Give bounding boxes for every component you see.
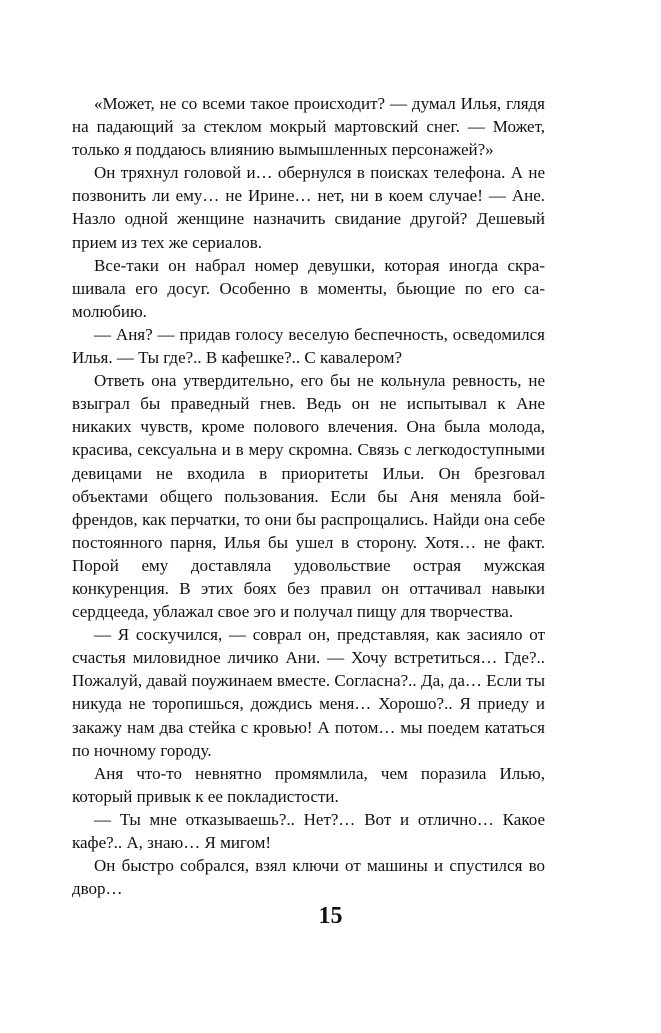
paragraph: — Я соскучился, — соврал он, представляя, как засияло от счастья миловидное личико Ани. — Хочу встретиться… Где?.. Пожалуй, давай поужинаем вместе. Согласна?.. Да, да… Если ты никуда не торопишься, дождись меня… Хорошо?.. Я приеду и закажу нам два стейка с кровью! А потом… мы поедем кататься по ночному городу.	[72, 625, 545, 760]
paragraph: Он тряхнул головой и… обернулся в поисках телефона. А не позвонить ли ему… не Ирине… нет, ни в коем случае! — Ане. Назло одной женщине назначить свидание другой? Дешевый прием из тех же сериалов.	[72, 163, 545, 252]
paragraph: Все-таки он набрал номер девушки, которая иногда скрашивала его досуг. Особенно в моменты, бьющие по его самолюбию.	[72, 255, 545, 321]
paragraph: Ответь она утвердительно, его бы не кольнула ревность, не взыграл бы праведный гнев. Ведь он не испытывал к Ане никаких чувств, кроме полового влечения. Она была молода, красива, сексуальна и в меру скромна. Связь с легкодоступными девицами не входила в приоритеты Ильи. Он брезговал объектами общего пользования. Если бы Аня меняла бойфрендов, как перчатки, то они бы распрощались. Найди она себе постоянного парня, Илья бы ушел в сторону. Хотя… не факт. Порой ему доставляла удовольствие острая мужская конкуренция. В этих боях без правил он оттачивал навыки сердцееда, ублажал свое эго и получал пищу для творчества.	[72, 371, 545, 622]
paragraph: Аня что-то невнятно промямлила, чем поразила Илью, который привык к ее покладистости.	[72, 763, 545, 806]
paragraph: Он быстро собрался, взял ключи от машины и спустился во двор…	[72, 856, 545, 899]
paragraph: — Аня? — придав голосу веселую беспечность, осведомился Илья. — Ты где?.. В кафешке?.. С кавалером?	[72, 324, 545, 368]
page-number: 15	[318, 903, 343, 929]
paragraph: — Ты мне отказываешь?.. Нет?… Вот и отлично… Какое кафе?.. А, знаю… Я мигом!	[72, 809, 545, 852]
page-body	[72, 92, 545, 900]
paragraph: «Может, не со всеми такое происходит? — думал Илья, глядя на падающий за стеклом мокрый мартовский снег. — Может, только я поддаюсь влиянию вымышленных персонажей?»	[72, 94, 545, 160]
